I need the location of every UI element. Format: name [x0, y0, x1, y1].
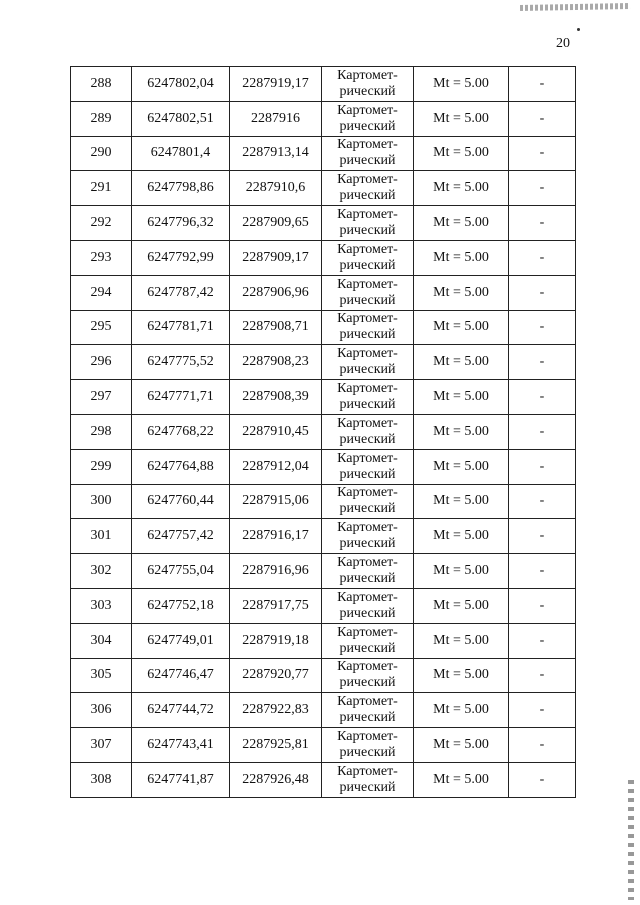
y-coordinate-cell: 2287909,17 [230, 240, 322, 275]
note-cell: - [509, 101, 576, 136]
scan-dot [577, 28, 580, 31]
method-line-1: Картомет- [337, 137, 398, 153]
table-row [71, 693, 576, 728]
y-coordinate-cell: 2287908,39 [230, 380, 322, 415]
method-cell [322, 206, 414, 241]
x-coordinate-cell: 6247755,04 [132, 554, 230, 589]
point-number-cell: 294 [71, 275, 132, 310]
note-cell: - [509, 588, 576, 623]
method-cell [322, 554, 414, 589]
method-cell [322, 762, 414, 797]
x-coordinate-cell: 6247741,87 [132, 762, 230, 797]
method-line-2: рический [339, 536, 396, 552]
method-line-1: Картомет- [337, 241, 398, 257]
x-coordinate-cell: 6247771,71 [132, 380, 230, 415]
method-cell [322, 240, 414, 275]
method-cell [322, 345, 414, 380]
x-coordinate-cell: 6247764,88 [132, 449, 230, 484]
method-line-2: рический [339, 327, 396, 343]
method-line-1: Картомет- [337, 415, 398, 431]
method-line-2: рический [339, 675, 396, 691]
point-number-cell: 291 [71, 171, 132, 206]
x-coordinate-cell: 6247802,51 [132, 101, 230, 136]
method-line-1: Картомет- [337, 346, 398, 362]
point-number-cell: 307 [71, 728, 132, 763]
note-cell: - [509, 484, 576, 519]
accuracy-cell: Mt = 5.00 [414, 275, 509, 310]
method-line-2: рический [339, 153, 396, 169]
x-coordinate-cell: 6247749,01 [132, 623, 230, 658]
x-coordinate-cell: 6247801,4 [132, 136, 230, 171]
method-line-1: Картомет- [337, 450, 398, 466]
method-line-2: рический [339, 640, 396, 656]
y-coordinate-cell: 2287926,48 [230, 762, 322, 797]
method-line-1: Картомет- [337, 276, 398, 292]
method-line-1: Картомет- [337, 381, 398, 397]
table-row [71, 345, 576, 380]
x-coordinate-cell: 6247792,99 [132, 240, 230, 275]
coordinates-table [70, 66, 576, 798]
accuracy-cell: Mt = 5.00 [414, 345, 509, 380]
method-line-1: Картомет- [337, 694, 398, 710]
method-line-2: рический [339, 362, 396, 378]
accuracy-cell: Mt = 5.00 [414, 588, 509, 623]
method-line-2: рический [339, 745, 396, 761]
y-coordinate-cell: 2287917,75 [230, 588, 322, 623]
x-coordinate-cell: 6247775,52 [132, 345, 230, 380]
method-cell [322, 728, 414, 763]
method-line-2: рический [339, 431, 396, 447]
point-number-cell: 290 [71, 136, 132, 171]
note-cell: - [509, 449, 576, 484]
method-line-1: Картомет- [337, 207, 398, 223]
y-coordinate-cell: 2287910,45 [230, 414, 322, 449]
y-coordinate-cell: 2287916 [230, 101, 322, 136]
point-number-cell: 289 [71, 101, 132, 136]
method-line-1: Картомет- [337, 624, 398, 640]
note-cell: - [509, 728, 576, 763]
method-line-1: Картомет- [337, 172, 398, 188]
y-coordinate-cell: 2287909,65 [230, 206, 322, 241]
method-cell [322, 588, 414, 623]
table-row [71, 762, 576, 797]
note-cell: - [509, 67, 576, 102]
table-row [71, 136, 576, 171]
method-line-1: Картомет- [337, 311, 398, 327]
table-row [71, 554, 576, 589]
method-cell [322, 171, 414, 206]
y-coordinate-cell: 2287913,14 [230, 136, 322, 171]
table-row [71, 484, 576, 519]
accuracy-cell: Mt = 5.00 [414, 728, 509, 763]
method-line-2: рический [339, 605, 396, 621]
point-number-cell: 297 [71, 380, 132, 415]
point-number-cell: 293 [71, 240, 132, 275]
method-cell [322, 380, 414, 415]
method-cell [322, 658, 414, 693]
table-row [71, 728, 576, 763]
coordinates-table-body [71, 67, 576, 798]
method-line-1: Картомет- [337, 67, 398, 83]
y-coordinate-cell: 2287925,81 [230, 728, 322, 763]
method-cell [322, 101, 414, 136]
x-coordinate-cell: 6247752,18 [132, 588, 230, 623]
scan-artifact-edge [628, 780, 634, 900]
y-coordinate-cell: 2287912,04 [230, 449, 322, 484]
note-cell: - [509, 554, 576, 589]
note-cell: - [509, 310, 576, 345]
method-line-2: рический [339, 188, 396, 204]
method-line-1: Картомет- [337, 763, 398, 779]
accuracy-cell: Mt = 5.00 [414, 484, 509, 519]
x-coordinate-cell: 6247743,41 [132, 728, 230, 763]
method-line-1: Картомет- [337, 102, 398, 118]
point-number-cell: 300 [71, 484, 132, 519]
note-cell: - [509, 762, 576, 797]
y-coordinate-cell: 2287916,96 [230, 554, 322, 589]
note-cell: - [509, 380, 576, 415]
method-line-2: рический [339, 83, 396, 99]
accuracy-cell: Mt = 5.00 [414, 240, 509, 275]
method-line-2: рический [339, 710, 396, 726]
y-coordinate-cell: 2287919,17 [230, 67, 322, 102]
method-line-2: рический [339, 779, 396, 795]
y-coordinate-cell: 2287920,77 [230, 658, 322, 693]
point-number-cell: 295 [71, 310, 132, 345]
method-cell [322, 414, 414, 449]
x-coordinate-cell: 6247798,86 [132, 171, 230, 206]
accuracy-cell: Mt = 5.00 [414, 623, 509, 658]
accuracy-cell: Mt = 5.00 [414, 414, 509, 449]
method-line-2: рический [339, 118, 396, 134]
y-coordinate-cell: 2287908,23 [230, 345, 322, 380]
method-cell [322, 310, 414, 345]
method-line-1: Картомет- [337, 555, 398, 571]
method-cell [322, 275, 414, 310]
x-coordinate-cell: 6247757,42 [132, 519, 230, 554]
note-cell: - [509, 623, 576, 658]
accuracy-cell: Mt = 5.00 [414, 554, 509, 589]
table-row [71, 171, 576, 206]
x-coordinate-cell: 6247781,71 [132, 310, 230, 345]
method-line-1: Картомет- [337, 520, 398, 536]
method-line-2: рический [339, 292, 396, 308]
note-cell: - [509, 519, 576, 554]
table-row [71, 380, 576, 415]
x-coordinate-cell: 6247746,47 [132, 658, 230, 693]
note-cell: - [509, 240, 576, 275]
table-row [71, 519, 576, 554]
x-coordinate-cell: 6247768,22 [132, 414, 230, 449]
method-line-2: рический [339, 501, 396, 517]
y-coordinate-cell: 2287908,71 [230, 310, 322, 345]
y-coordinate-cell: 2287906,96 [230, 275, 322, 310]
method-cell [322, 449, 414, 484]
method-line-2: рический [339, 571, 396, 587]
y-coordinate-cell: 2287916,17 [230, 519, 322, 554]
scan-artifact-top [520, 3, 630, 11]
table-row [71, 275, 576, 310]
point-number-cell: 306 [71, 693, 132, 728]
point-number-cell: 288 [71, 67, 132, 102]
point-number-cell: 302 [71, 554, 132, 589]
note-cell: - [509, 658, 576, 693]
x-coordinate-cell: 6247796,32 [132, 206, 230, 241]
note-cell: - [509, 275, 576, 310]
y-coordinate-cell: 2287910,6 [230, 171, 322, 206]
method-line-2: рический [339, 466, 396, 482]
table-row [71, 240, 576, 275]
table-row [71, 588, 576, 623]
point-number-cell: 304 [71, 623, 132, 658]
method-cell [322, 623, 414, 658]
point-number-cell: 303 [71, 588, 132, 623]
y-coordinate-cell: 2287915,06 [230, 484, 322, 519]
accuracy-cell: Mt = 5.00 [414, 101, 509, 136]
accuracy-cell: Mt = 5.00 [414, 658, 509, 693]
x-coordinate-cell: 6247802,04 [132, 67, 230, 102]
table-row [71, 206, 576, 241]
note-cell: - [509, 414, 576, 449]
x-coordinate-cell: 6247744,72 [132, 693, 230, 728]
point-number-cell: 296 [71, 345, 132, 380]
accuracy-cell: Mt = 5.00 [414, 693, 509, 728]
note-cell: - [509, 206, 576, 241]
table-row [71, 101, 576, 136]
accuracy-cell: Mt = 5.00 [414, 206, 509, 241]
accuracy-cell: Mt = 5.00 [414, 310, 509, 345]
point-number-cell: 308 [71, 762, 132, 797]
x-coordinate-cell: 6247787,42 [132, 275, 230, 310]
x-coordinate-cell: 6247760,44 [132, 484, 230, 519]
method-line-2: рический [339, 397, 396, 413]
accuracy-cell: Mt = 5.00 [414, 136, 509, 171]
method-cell [322, 484, 414, 519]
point-number-cell: 299 [71, 449, 132, 484]
table-row [71, 310, 576, 345]
page-number: 20 [556, 36, 570, 51]
y-coordinate-cell: 2287919,18 [230, 623, 322, 658]
note-cell: - [509, 693, 576, 728]
table-row [71, 449, 576, 484]
accuracy-cell: Mt = 5.00 [414, 171, 509, 206]
method-cell [322, 136, 414, 171]
method-cell [322, 693, 414, 728]
accuracy-cell: Mt = 5.00 [414, 449, 509, 484]
point-number-cell: 298 [71, 414, 132, 449]
method-line-1: Картомет- [337, 485, 398, 501]
accuracy-cell: Mt = 5.00 [414, 762, 509, 797]
table-row [71, 67, 576, 102]
table-row [71, 414, 576, 449]
method-cell [322, 67, 414, 102]
table-row [71, 623, 576, 658]
note-cell: - [509, 345, 576, 380]
method-cell [322, 519, 414, 554]
table-row [71, 658, 576, 693]
method-line-1: Картомет- [337, 659, 398, 675]
point-number-cell: 301 [71, 519, 132, 554]
accuracy-cell: Mt = 5.00 [414, 67, 509, 102]
method-line-2: рический [339, 257, 396, 273]
method-line-1: Картомет- [337, 589, 398, 605]
y-coordinate-cell: 2287922,83 [230, 693, 322, 728]
method-line-1: Картомет- [337, 729, 398, 745]
method-line-2: рический [339, 223, 396, 239]
point-number-cell: 292 [71, 206, 132, 241]
accuracy-cell: Mt = 5.00 [414, 380, 509, 415]
accuracy-cell: Mt = 5.00 [414, 519, 509, 554]
point-number-cell: 305 [71, 658, 132, 693]
note-cell: - [509, 171, 576, 206]
note-cell: - [509, 136, 576, 171]
